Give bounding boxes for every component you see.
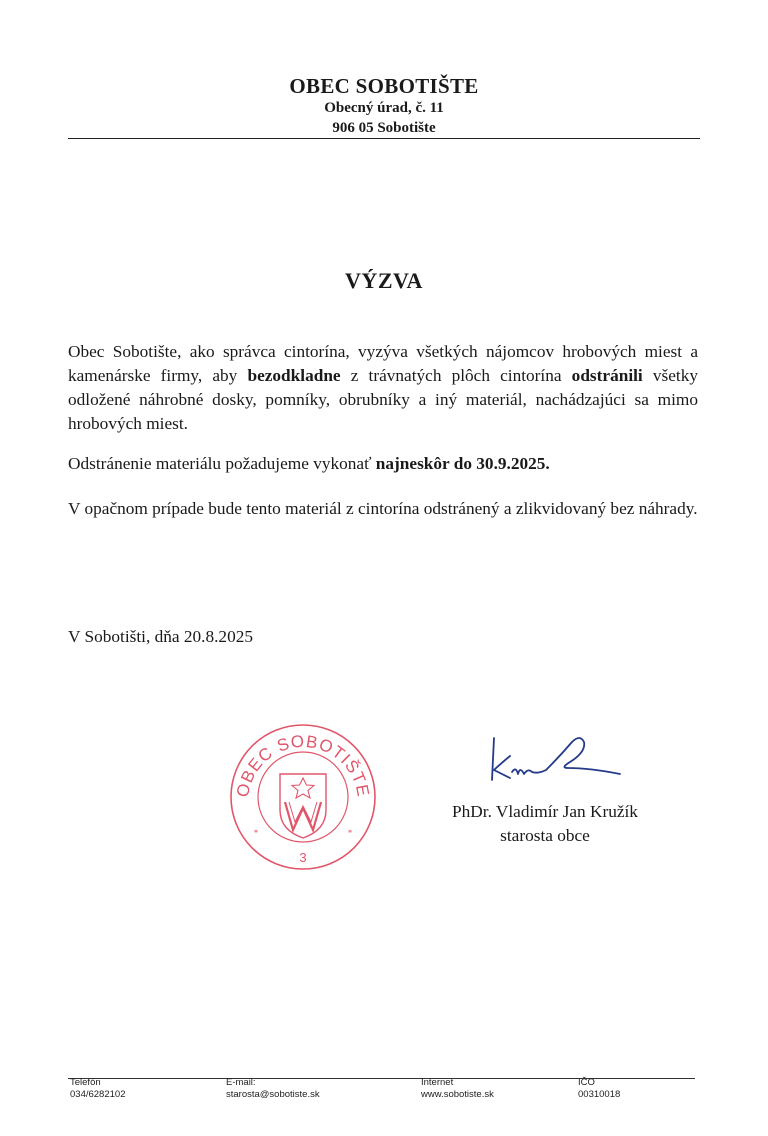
signatory-block — [420, 800, 670, 848]
footer-phone-value: 034/6282102 — [70, 1089, 126, 1100]
letterhead-divider — [68, 138, 700, 139]
document-title: VÝZVA — [345, 268, 423, 293]
seal-w-inner-icon — [289, 802, 317, 822]
letterhead — [68, 74, 700, 138]
org-name: OBEC SOBOTIŠTE — [289, 74, 479, 98]
footer-phone-label: Telefón — [70, 1077, 101, 1088]
p1-text-e: všetky odložené náhrobné dosky, pomníky, obrubníky a iný materiál, nachádzajúci sa mimo hrobových miest. — [68, 366, 698, 433]
footer-email-value: starosta@sobotiste.sk — [226, 1089, 320, 1100]
footer-web — [421, 1077, 494, 1101]
deadline-date: najneskôr do 30.9.2025. — [375, 454, 550, 473]
footer-email — [226, 1077, 320, 1101]
p1-text-a: Obec Sobotište, ako správca cintorína, vyzýva všetkých nájomcov hrobových miest a kamenárske firmy, aby — [68, 342, 698, 385]
p1-text-c: z trávnatých plôch cintorína — [340, 366, 572, 385]
seal-text-path: OBEC SOBOTIŠTE — [233, 731, 373, 799]
official-seal-stamp — [228, 722, 378, 872]
footer-email-label: E-mail: — [226, 1077, 256, 1088]
seal-asterisk-right: * — [347, 828, 353, 838]
place-and-date: V Sobotišti, dňa 20.8.2025 — [68, 627, 253, 646]
footer-web-value: www.sobotiste.sk — [421, 1089, 494, 1100]
footer-phone — [70, 1077, 125, 1101]
signature-stroke-1 — [492, 738, 494, 780]
seal-number: 3 — [299, 850, 307, 865]
seal-star-icon — [292, 778, 314, 798]
seal-asterisk-left: * — [253, 828, 259, 838]
paragraph-deadline — [68, 452, 698, 476]
footer-ico-value: 00310018 — [578, 1089, 621, 1100]
p1-emphasis-remove: odstránili — [571, 366, 643, 385]
signatory-role: starosta obce — [500, 826, 590, 845]
paragraph-notice — [68, 340, 698, 436]
signature-stroke-2 — [494, 756, 510, 778]
footer-ico-label: IČO — [578, 1077, 595, 1088]
p2-text-a: Odstránenie materiálu požadujeme vykonať — [68, 454, 376, 473]
postal-address: 906 05 Sobotište — [332, 120, 436, 136]
signatory-name: PhDr. Vladimír Jan Kružík — [452, 802, 638, 821]
signature-stroke-3 — [512, 769, 546, 774]
footer-web-label: Internet — [421, 1077, 454, 1088]
seal-inner-ring — [258, 752, 348, 842]
handwritten-signature — [480, 728, 630, 788]
paragraph-consequence: V opačnom prípade bude tento materiál z cintorína odstránený a zlikvidovaný bez náhrady. — [68, 499, 698, 518]
office-address: Obecný úrad, č. 11 — [324, 100, 444, 116]
seal-text — [233, 732, 373, 799]
signature-stroke-4 — [546, 738, 620, 774]
p1-emphasis-immediately: bezodkladne — [247, 366, 341, 385]
footer-ico — [578, 1077, 620, 1101]
